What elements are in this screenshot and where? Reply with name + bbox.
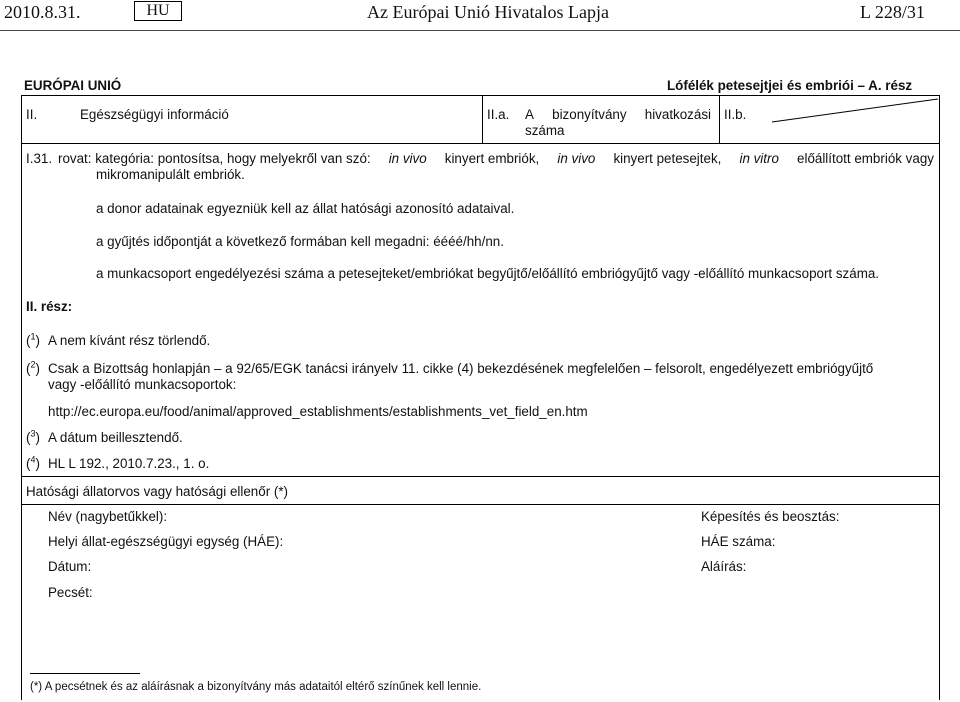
note-italic-term: in vitro xyxy=(739,151,779,166)
note-i31-text: kinyert embriók, xyxy=(444,151,540,166)
header-date: 2010.8.31. xyxy=(4,2,81,22)
note-i31-number: I.31. xyxy=(26,151,53,166)
reference-label-number: II.a. xyxy=(487,107,510,122)
reference-b-label: II.b. xyxy=(724,107,747,122)
footnote-2-line2: vagy -előállító munkacsoportok: xyxy=(48,377,237,392)
footnote-marker: 1 xyxy=(30,331,36,342)
unit-field-label: Helyi állat-egészségügyi egység (HÁE): xyxy=(48,534,284,549)
note-i31-text: előállított embriók vagy xyxy=(797,151,934,166)
footnote-3: ($^3$) xyxy=(26,428,40,445)
reference-word: hivatkozási xyxy=(644,107,711,122)
footnote-4-text: HL L 192., 2010.7.23., 1. o. xyxy=(48,456,210,471)
footnote-separator xyxy=(30,673,140,674)
reference-label xyxy=(525,107,711,123)
note-italic-term: in vivo xyxy=(557,151,596,166)
language-code-badge: HU xyxy=(134,1,182,21)
reference-label-line2: száma xyxy=(525,123,565,138)
footnote-2: ($^2$) xyxy=(26,359,40,376)
footnote-marker: 4 xyxy=(30,454,36,465)
unit-number-field-label: HÁE száma: xyxy=(701,534,776,549)
note-collection-date: a gyűjtés időpontját a következő formában kell megadni: éééé/hh/nn. xyxy=(96,234,504,249)
signature-heading: Hatósági állatorvos vagy hatósági ellenőr (*) xyxy=(26,484,289,499)
note-donor: a donor adatainak egyezniük kell az állat hatósági azonosító adataival. xyxy=(96,201,515,216)
stamp-field-label: Pecsét: xyxy=(48,585,93,600)
section-rule xyxy=(21,143,940,144)
footnote-2-text: Csak a Bizottság honlapján – a 92/65/EGK tanácsi irányelv 11. cikke (4) bekezdésének megfelelően – felsorolt, engedélyezett embriógyűjtő xyxy=(48,361,874,376)
note-i31-text: kinyert petesejtek, xyxy=(613,151,722,166)
footnote-1: ($^1$) xyxy=(26,331,40,348)
note-italic-term: in vivo xyxy=(388,151,427,166)
reference-word: A xyxy=(525,107,534,122)
signature-footnote: (*) A pecsétnek és az aláírásnak a bizonyítvány más adataitól eltérő színűnek kell lennie. xyxy=(30,681,482,693)
footnote-1-text: A nem kívánt rész törlendő. xyxy=(48,333,211,348)
note-team-number: a munkacsoport engedélyezési száma a petesejteket/embriókat begyűjtő/előállító embriógyűjtő vagy -előállító munkacsoport száma. xyxy=(96,266,880,281)
approved-teams-url: http://ec.europa.eu/food/animal/approved_establishments/establishments_vet_field_en.htm xyxy=(48,404,588,419)
page-reference: L 228/31 xyxy=(860,2,925,22)
qualification-field-label: Képesítés és beosztás: xyxy=(701,509,840,524)
header-rule xyxy=(0,30,960,31)
date-field-label: Dátum: xyxy=(48,559,92,574)
part-two-heading: II. rész: xyxy=(26,299,73,314)
signature-field-label: Aláírás: xyxy=(701,559,747,574)
footnote-4: ($^4$) xyxy=(26,454,40,471)
footnote-marker: 3 xyxy=(30,428,36,439)
reference-word: bizonyítvány xyxy=(552,107,627,122)
journal-title: Az Európai Unió Hivatalos Lapja xyxy=(367,2,609,22)
org-name: EURÓPAI UNIÓ xyxy=(24,78,122,93)
certificate-title: Lófélék petesejtjei és embriói – A. rész xyxy=(667,78,913,93)
diagonal-strike xyxy=(720,95,940,143)
note-i31-line1 xyxy=(58,151,934,167)
footnote-3-text: A dátum beillesztendő. xyxy=(48,430,183,445)
section-title: Egészségügyi információ xyxy=(80,107,229,122)
name-field-label: Név (nagybetűkkel): xyxy=(48,509,168,524)
note-i31-line2: mikromanipulált embriók. xyxy=(96,167,245,182)
footnote-marker: 2 xyxy=(30,359,36,370)
row-divider xyxy=(482,95,483,143)
note-i31-text: rovat: kategória: pontosítsa, hogy melyekről van szó: xyxy=(58,151,371,166)
section-number: II. xyxy=(26,107,38,122)
